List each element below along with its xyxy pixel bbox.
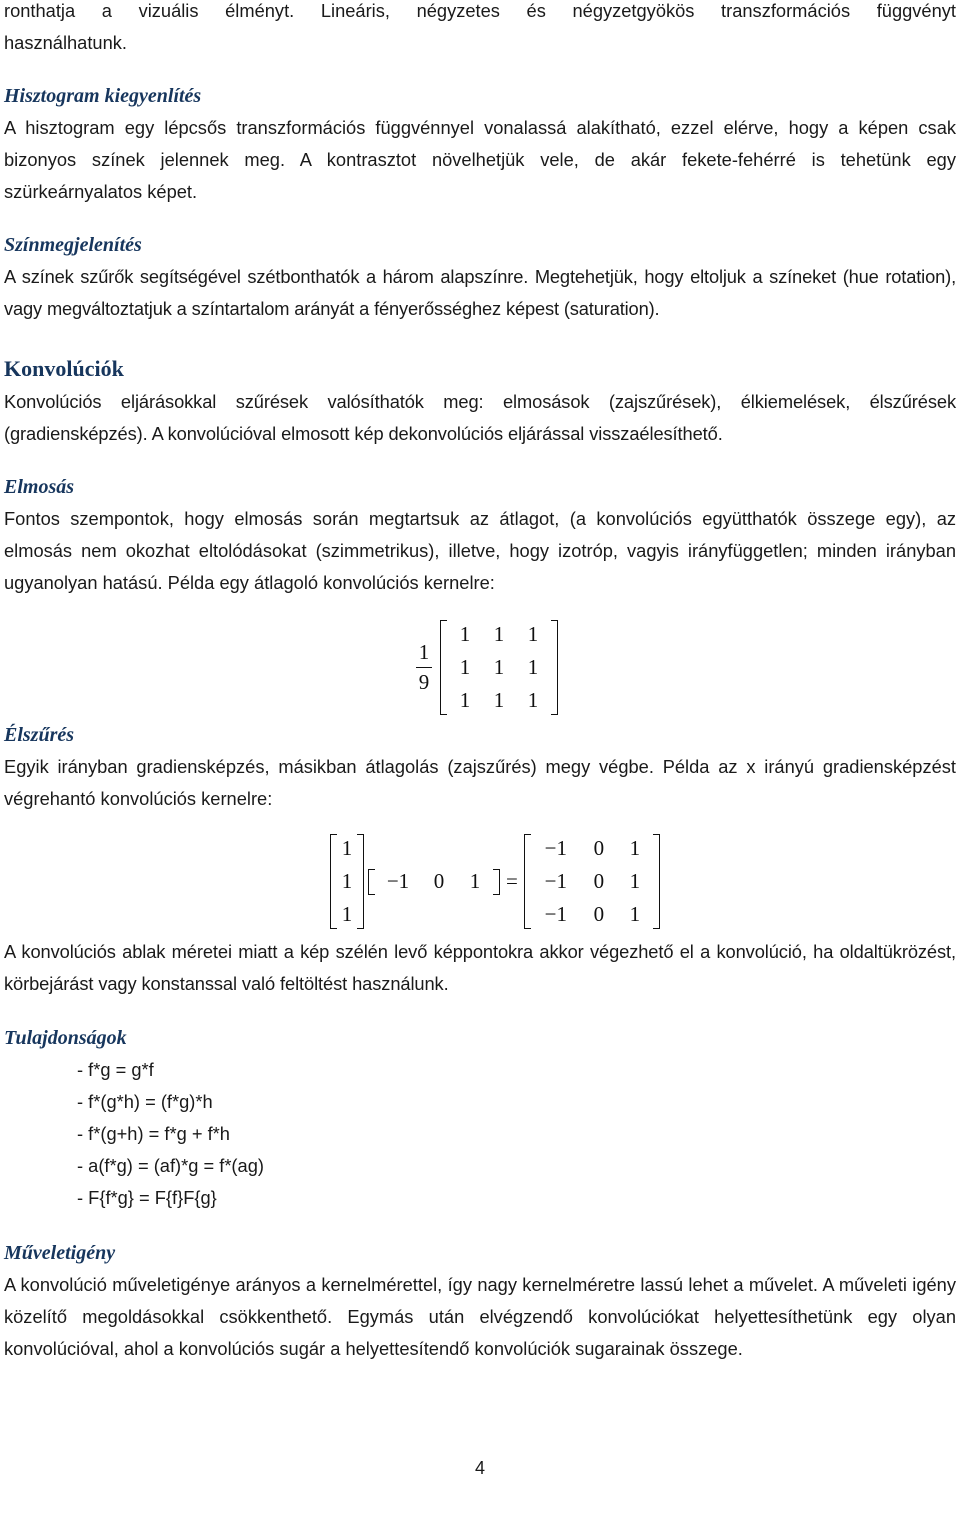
- matrix-cell: 1: [629, 869, 641, 893]
- edge-kernel-formula: [330, 832, 660, 931]
- matrix-cell: 0: [593, 902, 605, 926]
- paragraph-konvolucios-ablak: A konvolúciós ablak méretei miatt a kép szélén levő képpontokra akkor végezhető el a konvolúció, ha oldaltükrözést, körbejárást vagy konstanssal való feltöltést használunk.: [4, 941, 956, 994]
- matrix-cell: 0: [433, 869, 445, 893]
- paragraph-elmosas: Fontos szempontok, hogy elmosás során megtartsuk az átlagot, (a konvolúciós együtthatók összege egy), az elmosás nem okozhat eltolódásokat (szimmetrikus), illetve, hogy izotróp, vagyis irányfüggetlen; minden irányban ugyanolyan hatású. Példa egy átlagoló konvolúciós kernelre:: [4, 508, 956, 593]
- matrix-cell: 1: [493, 688, 505, 712]
- list-item: - a(f*g) = (af)*g = f*(ag): [77, 1155, 264, 1176]
- matrix-cell: 0: [593, 836, 605, 860]
- matrix-cell: 1: [341, 869, 353, 893]
- matrix-cell: 1: [469, 869, 481, 893]
- equals-sign: =: [506, 869, 518, 893]
- paragraph-muveletigeny: A konvolúció műveletigénye arányos a kernelmérettel, így nagy kernelméretre lassú lehet a művelet. A műveleti igény közelítő megoldásokkal csökkenthető. Egymás után elvégzendő konvolúciókat helyettesíthetünk egy olyan konvolúcióval, ahol a konvolúciós sugár a helyettesítendő konvolúciók sugarainak összege.: [4, 1274, 956, 1359]
- matrix-cell: 1: [629, 836, 641, 860]
- matrix-cell: −1: [386, 869, 410, 893]
- matrix-cell: 1: [459, 622, 471, 646]
- result-matrix: [524, 832, 660, 931]
- blur-kernel-matrix: [440, 618, 558, 717]
- matrix-cell: 0: [593, 869, 605, 893]
- list-item: - F{f*g} = F{f}F{g}: [77, 1187, 217, 1208]
- fraction-denominator: 9: [418, 670, 430, 694]
- row-vector: [368, 867, 500, 897]
- heading-muveletigeny: Műveletigény: [4, 1242, 116, 1264]
- matrix-cell: −1: [544, 902, 568, 926]
- paragraph-hisztogram: A hisztogram egy lépcsős transzformációs függvénnyel vonalassá alakítható, ezzel elérve, hogy a képen csak bizonyos színek jelennek meg. A kontrasztot növelhetjük vele, de akár fekete-fehérré is tehetünk egy szürkeárnyalatos képet.: [4, 117, 956, 202]
- matrix-cell: 1: [459, 655, 471, 679]
- matrix-cell: −1: [544, 836, 568, 860]
- matrix-cell: 1: [493, 655, 505, 679]
- page-number: 4: [474, 1458, 485, 1478]
- heading-elszures: Élszűrés: [4, 724, 75, 746]
- paragraph-elszures: Egyik irányban gradiensképzés, másikban átlagolás (zajszűrés) megy végbe. Példa az x irányú gradiensképzést végrehantó konvolúciós kernelre:: [4, 756, 956, 809]
- intro-line-2: használhatunk.: [4, 32, 127, 53]
- blur-kernel-formula: [416, 618, 558, 717]
- heading-hisztogram: Hisztogram kiegyenlítés: [4, 85, 202, 107]
- matrix-cell: 1: [493, 622, 505, 646]
- column-vector: [330, 832, 364, 931]
- matrix-cell: 1: [341, 902, 353, 926]
- heading-konvoluciok: Konvolúciók: [4, 356, 124, 381]
- matrix-cell: 1: [527, 655, 539, 679]
- matrix-cell: 1: [629, 902, 641, 926]
- matrix-cell: 1: [341, 836, 353, 860]
- matrix-cell: 1: [527, 688, 539, 712]
- matrix-cell: 1: [527, 622, 539, 646]
- paragraph-szinmegjelenites: A színek szűrők segítségével szétbonthatók a három alapszínre. Megtehetjük, hogy eltoljuk a színeket (hue rotation), vagy megváltoztatjuk a színtartalom arányát a fényerősséghez képest (saturation).: [4, 266, 956, 319]
- matrix-cell: 1: [459, 688, 471, 712]
- intro-line-1: ronthatja a vizuális élményt. Lineáris, négyzetes és négyzetgyökös transzformációs függvényt: [4, 0, 956, 21]
- list-item: - f*(g+h) = f*g + f*h: [77, 1123, 230, 1144]
- matrix-cell: −1: [544, 869, 568, 893]
- fraction-numerator: 1: [418, 640, 430, 664]
- fraction: [416, 640, 432, 695]
- heading-elmosas: Elmosás: [4, 476, 75, 498]
- list-item: - f*g = g*f: [77, 1059, 154, 1080]
- heading-szinmegjelenites: Színmegjelenítés: [4, 234, 142, 256]
- heading-tulajdonsagok: Tulajdonságok: [4, 1027, 127, 1049]
- list-item: - f*(g*h) = (f*g)*h: [77, 1091, 213, 1112]
- paragraph-konvoluciok: Konvolúciós eljárásokkal szűrések valósíthatók meg: elmosások (zajszűrések), élkiemelések, élszűrések (gradiensképzés). A konvolúcióval elmosott kép dekonvolúciós eljárással visszaélesíthető.: [4, 391, 956, 444]
- properties-list: [4, 1054, 956, 1214]
